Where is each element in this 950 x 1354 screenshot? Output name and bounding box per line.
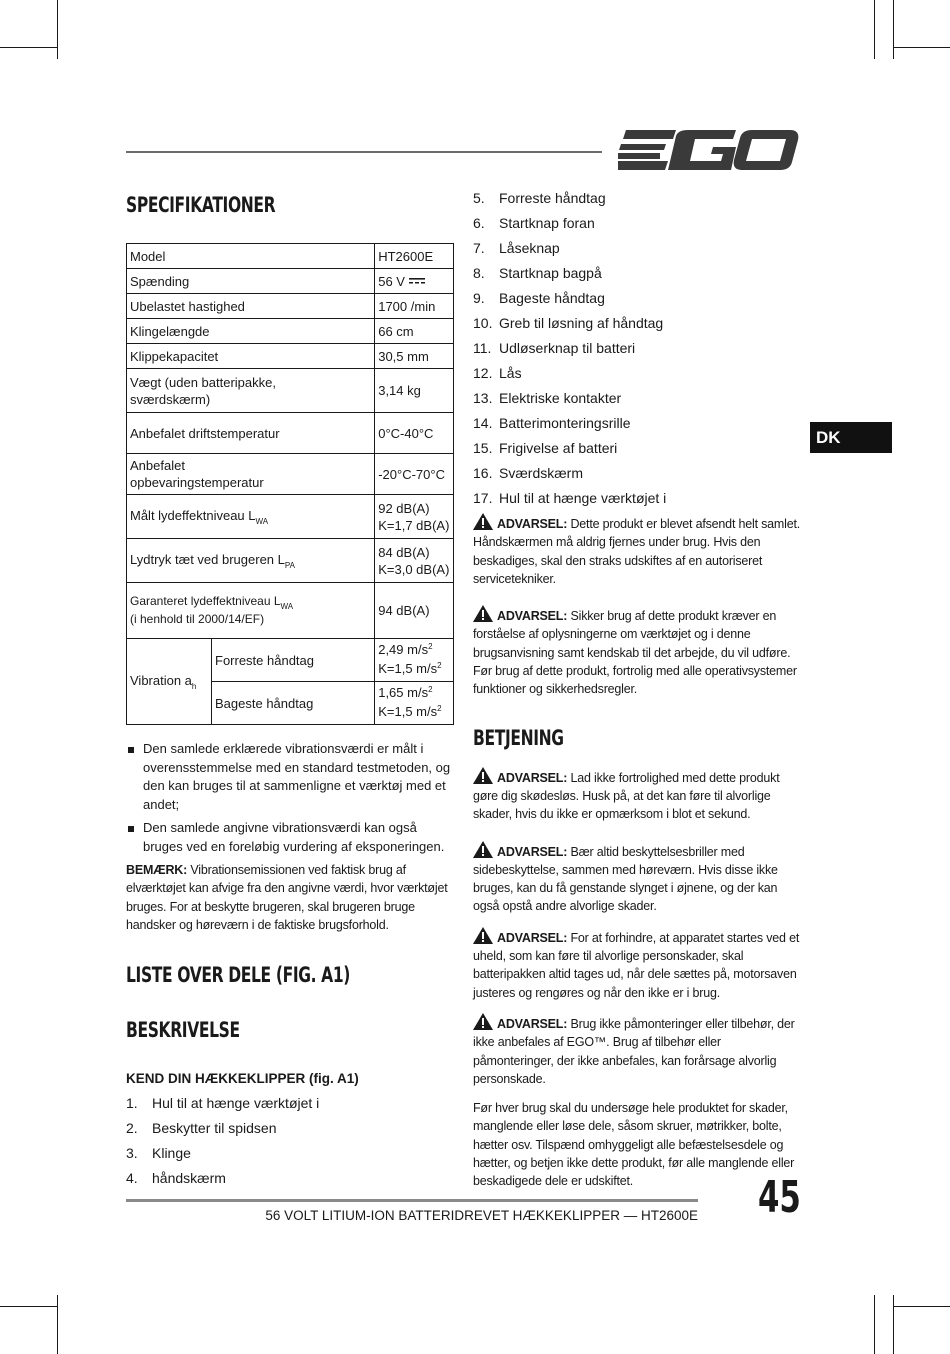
- item-text: Batterimonteringsrille: [499, 415, 631, 431]
- spec-value-line: K=1,7 dB(A): [378, 517, 450, 533]
- list-item: [473, 411, 803, 436]
- item-number: 6.: [473, 215, 485, 231]
- list-item: [473, 261, 803, 286]
- table-row: [127, 294, 454, 319]
- item-text: Forreste håndtag: [499, 190, 606, 206]
- warning-paragraph: [473, 513, 803, 588]
- list-item: [473, 236, 803, 261]
- spec-value: 94 dB(A): [375, 583, 454, 639]
- warning-paragraph: [473, 841, 803, 916]
- know-your-tool-heading: KEND DIN HÆKKEKLIPPER (fig. A1): [126, 1071, 359, 1087]
- table-row: [127, 369, 454, 413]
- spec-label: Model: [127, 244, 375, 269]
- crop-mark: [874, 0, 875, 59]
- spec-value: [375, 682, 454, 725]
- crop-mark: [57, 0, 58, 59]
- list-item: [126, 1166, 454, 1191]
- item-text: Hul til at hænge værktøjet i: [152, 1095, 320, 1112]
- item-text: Beskytter til spidsen: [152, 1120, 277, 1137]
- item-text: Greb til løsning af håndtag: [499, 315, 664, 331]
- spec-value: [375, 539, 454, 583]
- subscript: WA: [280, 602, 294, 611]
- list-item: [473, 486, 803, 511]
- header-rule: [126, 151, 602, 153]
- warning-text: Brug ikke påmonteringer eller tilbehør, der ikke anbefales af EGO™. Brug af tilbehør eller påmonteringer, der ikke anbefales, kan forårsage alvorlig personskade.: [473, 1016, 795, 1086]
- item-text: Sværdskærm: [499, 465, 584, 481]
- spec-value-line: 84 dB(A): [378, 544, 430, 560]
- crop-mark: [0, 47, 57, 48]
- spec-label: [127, 495, 375, 539]
- spec-label-line: [130, 593, 371, 611]
- vibration-front-label: Forreste håndtag: [212, 639, 375, 682]
- list-item: [473, 361, 803, 386]
- item-number: 2.: [126, 1120, 138, 1137]
- warning-label: ADVARSEL:: [497, 844, 568, 859]
- warning-label: ADVARSEL:: [497, 609, 568, 624]
- list-item: Den samlede erklærede vibrationsværdi er målt i overensstemmelse med en standard testmetoden, og den kan bruges til at sammenligne et værktøj med et andet;: [126, 740, 454, 814]
- item-number: 3.: [126, 1145, 138, 1162]
- superscript: 2: [428, 642, 433, 651]
- section-title-specifications: SPECIFIKATIONER: [126, 193, 276, 217]
- list-item: [126, 1141, 454, 1166]
- item-text: Låseknap: [499, 240, 560, 256]
- spec-value: 0°C-40°C: [375, 413, 454, 454]
- spec-value: 30,5 mm: [375, 344, 454, 369]
- left-column: [126, 190, 454, 1191]
- section-title-operation: BETJENING: [473, 725, 564, 750]
- spec-label: Klippekapacitet: [127, 344, 375, 369]
- superscript: 2: [437, 661, 442, 670]
- parts-list: [126, 1091, 454, 1191]
- spec-label: [127, 583, 375, 639]
- table-row: [127, 269, 454, 294]
- parts-list-continued: [473, 186, 803, 511]
- table-row: [127, 344, 454, 369]
- superscript: 2: [437, 704, 442, 713]
- item-number: 16.: [473, 465, 493, 481]
- spec-label: Anbefalet driftstemperatur: [127, 413, 375, 454]
- warning-paragraph: [473, 1013, 803, 1088]
- spec-value: [375, 495, 454, 539]
- warning-text: Sikker brug af dette produkt kræver en forståelse af oplysningerne om værktøjet og i denne brugsanvisning samt kendskab til det arbejde, du vil udføre. Før brug af dette produkt, fortrolig med alle operativsystemer funktioner og sikkerhedsregler.: [473, 609, 797, 697]
- list-item: [473, 286, 803, 311]
- crop-mark: [893, 0, 894, 59]
- value-text: 2,49 m/s: [378, 642, 429, 657]
- item-number: 13.: [473, 390, 493, 406]
- value-text: 1,65 m/s: [378, 685, 429, 700]
- item-number: 12.: [473, 365, 493, 381]
- list-item: [473, 311, 803, 336]
- warning-icon: [473, 1013, 493, 1030]
- item-number: 8.: [473, 265, 485, 281]
- vibration-label: [127, 639, 212, 725]
- item-text: Startknap bagpå: [499, 265, 602, 281]
- vibration-notes: [126, 740, 454, 856]
- item-text: Frigivelse af batteri: [499, 440, 618, 456]
- warning-label: ADVARSEL:: [497, 770, 568, 785]
- spec-label-text: Lydtryk tæt ved brugeren L: [130, 552, 285, 567]
- value-text: K=1,5 m/s: [378, 704, 438, 719]
- list-item: [473, 436, 803, 461]
- spec-label: Ubelastet hastighed: [127, 294, 375, 319]
- warning-icon: [473, 513, 493, 530]
- warning-text: Dette produkt er blevet afsendt helt samlet. Håndskærmen må aldrig fjernes under brug. Hvis den beskadiges, skal den straks udskiftes af en autoriseret servicetekniker.: [473, 517, 801, 586]
- table-row: [127, 244, 454, 269]
- ego-logo: [618, 128, 800, 172]
- list-item: [473, 336, 803, 361]
- warning-text: Bær altid beskyttelsesbriller med sidebeskyttelse, sammen med høreværn. Hvis disse ikke bruges, kan du få genstande slynget i øjnene, og der kan også opstå andre alvorlige skader.: [473, 844, 778, 914]
- language-tab: DK: [810, 422, 892, 453]
- crop-mark: [893, 1306, 950, 1307]
- spec-label-text: Vibration a: [130, 673, 192, 688]
- warning-paragraph: [473, 605, 803, 698]
- warning-icon: [473, 767, 493, 784]
- spec-value: -20°C-70°C: [375, 454, 454, 495]
- warning-icon: [473, 841, 493, 858]
- item-number: 9.: [473, 290, 485, 306]
- item-text: Startknap foran: [499, 215, 595, 231]
- footer-rule: [126, 1199, 698, 1202]
- spec-value: 66 cm: [375, 319, 454, 344]
- item-text: Elektriske kontakter: [499, 390, 622, 406]
- spec-label: [127, 539, 375, 583]
- subscript: h: [191, 682, 197, 691]
- crop-mark: [874, 1295, 875, 1354]
- spec-value: [375, 269, 454, 294]
- value-text: K=1,5 m/s: [378, 661, 438, 676]
- item-number: 17.: [473, 490, 493, 506]
- crop-mark: [893, 1295, 894, 1354]
- warning-icon: [473, 605, 493, 622]
- spec-value: 3,14 kg: [375, 369, 454, 413]
- superscript: 2: [428, 685, 433, 694]
- note-text: Vibrationsemissionen ved faktisk brug af elværktøjet kan afvige fra den angivne værdi, hvor værktøjet bruges. For at beskytte brugeren, skal brugeren bruge handsker og høreværn i de faktiske brugsforhold.: [126, 863, 448, 932]
- list-item: [473, 461, 803, 486]
- spec-label: Anbefalet opbevaringstemperatur: [127, 454, 375, 495]
- spec-value: [375, 639, 454, 682]
- section-title-parts-list: LISTE OVER DELE (FIG. A1): [126, 963, 351, 988]
- table-row: [127, 639, 454, 682]
- crop-mark: [57, 1295, 58, 1354]
- spec-value: 1700 /min: [375, 294, 454, 319]
- note-paragraph: [126, 861, 454, 934]
- spec-value-line: [378, 684, 450, 703]
- right-column: [473, 186, 803, 1191]
- item-text: Bageste håndtag: [499, 290, 605, 306]
- table-row: [127, 319, 454, 344]
- table-row: [127, 454, 454, 495]
- page-number: 45: [758, 1172, 801, 1223]
- list-item: [473, 186, 803, 211]
- spec-value-line: [378, 641, 450, 660]
- subscript: PA: [284, 561, 295, 570]
- dc-symbol-icon: [409, 277, 425, 285]
- vibration-rear-label: Bageste håndtag: [212, 682, 375, 725]
- spec-label-text: Målt lydeffektniveau L: [130, 508, 256, 523]
- warning-paragraph: [473, 767, 803, 824]
- warning-label: ADVARSEL:: [497, 1016, 568, 1031]
- spec-label-line: (i henhold til 2000/14/EF): [130, 612, 265, 626]
- item-text: Udløserknap til batteri: [499, 340, 636, 356]
- item-number: 1.: [126, 1095, 138, 1112]
- table-row: [127, 539, 454, 583]
- item-number: 15.: [473, 440, 493, 456]
- item-number: 4.: [126, 1170, 138, 1187]
- warning-text: For at forhindre, at apparatet startes ved et uheld, som kan føre til alvorlige personskader, skal batteripakken altid tages ud, når dele sættes på, motorsaven justeres og rengøres og når den ikke er i brug.: [473, 930, 800, 1000]
- warning-label: ADVARSEL:: [497, 930, 568, 945]
- warning-label: ADVARSEL:: [497, 517, 568, 531]
- table-row: [127, 495, 454, 539]
- table-row: [127, 583, 454, 639]
- item-number: 11.: [473, 340, 492, 356]
- note-label: BEMÆRK:: [126, 863, 188, 877]
- item-number: 10.: [473, 315, 493, 331]
- crop-mark: [893, 47, 950, 48]
- item-number: 14.: [473, 415, 493, 431]
- section-title-description: BESKRIVELSE: [126, 1018, 240, 1043]
- list-item: [473, 386, 803, 411]
- warning-icon: [473, 927, 493, 944]
- spec-label: Vægt (uden batteripakke, sværdskærm): [127, 369, 375, 413]
- crop-mark: [0, 1306, 57, 1307]
- item-text: håndskærm: [152, 1170, 226, 1187]
- spec-value-text: 56 V: [378, 273, 405, 289]
- spec-value: HT2600E: [375, 244, 454, 269]
- spec-table: [126, 243, 454, 725]
- warning-paragraph: [473, 927, 803, 1002]
- spec-label: Spænding: [127, 269, 375, 294]
- footer-product-title: 56 VOLT LITIUM-ION BATTERIDREVET HÆKKEKLIPPER — HT2600E: [265, 1208, 698, 1223]
- list-item: [473, 211, 803, 236]
- warning-text: Lad ikke fortrolighed med dette produkt gøre dig skødesløs. Husk på, at det kan føre til alvorlige skader, hvis du ikke er opmærksom i blot et sekund.: [473, 770, 780, 822]
- item-text: Lås: [499, 365, 522, 381]
- item-number: 7.: [473, 240, 485, 256]
- list-item: Den samlede angivne vibrationsværdi kan også bruges ved en foreløbig vurdering af eksponeringen.: [126, 819, 454, 856]
- item-text: Hul til at hænge værktøjet i: [499, 490, 667, 506]
- item-text: Klinge: [152, 1145, 191, 1162]
- inspection-paragraph: Før hver brug skal du undersøge hele produktet for skader, manglende eller løse dele, såsom skruer, møtrikker, bolte, hætter osv. Tilspænd omhyggeligt alle befæstelsesdele og hætter, og betjen ikke dette produkt, før alle manglende eller beskadigede dele er udskiftet.: [473, 1101, 795, 1189]
- spec-label: Klingelængde: [127, 319, 375, 344]
- spec-value-line: [378, 660, 450, 679]
- spec-value-line: [378, 703, 450, 722]
- item-number: 5.: [473, 190, 485, 206]
- list-item: [126, 1116, 454, 1141]
- spec-value-line: K=3,0 dB(A): [378, 561, 450, 577]
- list-item: [126, 1091, 454, 1116]
- table-row: [127, 413, 454, 454]
- spec-label-text: Garanteret lydeffektniveau L: [130, 594, 281, 608]
- subscript: WA: [255, 517, 269, 526]
- spec-value-line: 92 dB(A): [378, 500, 430, 516]
